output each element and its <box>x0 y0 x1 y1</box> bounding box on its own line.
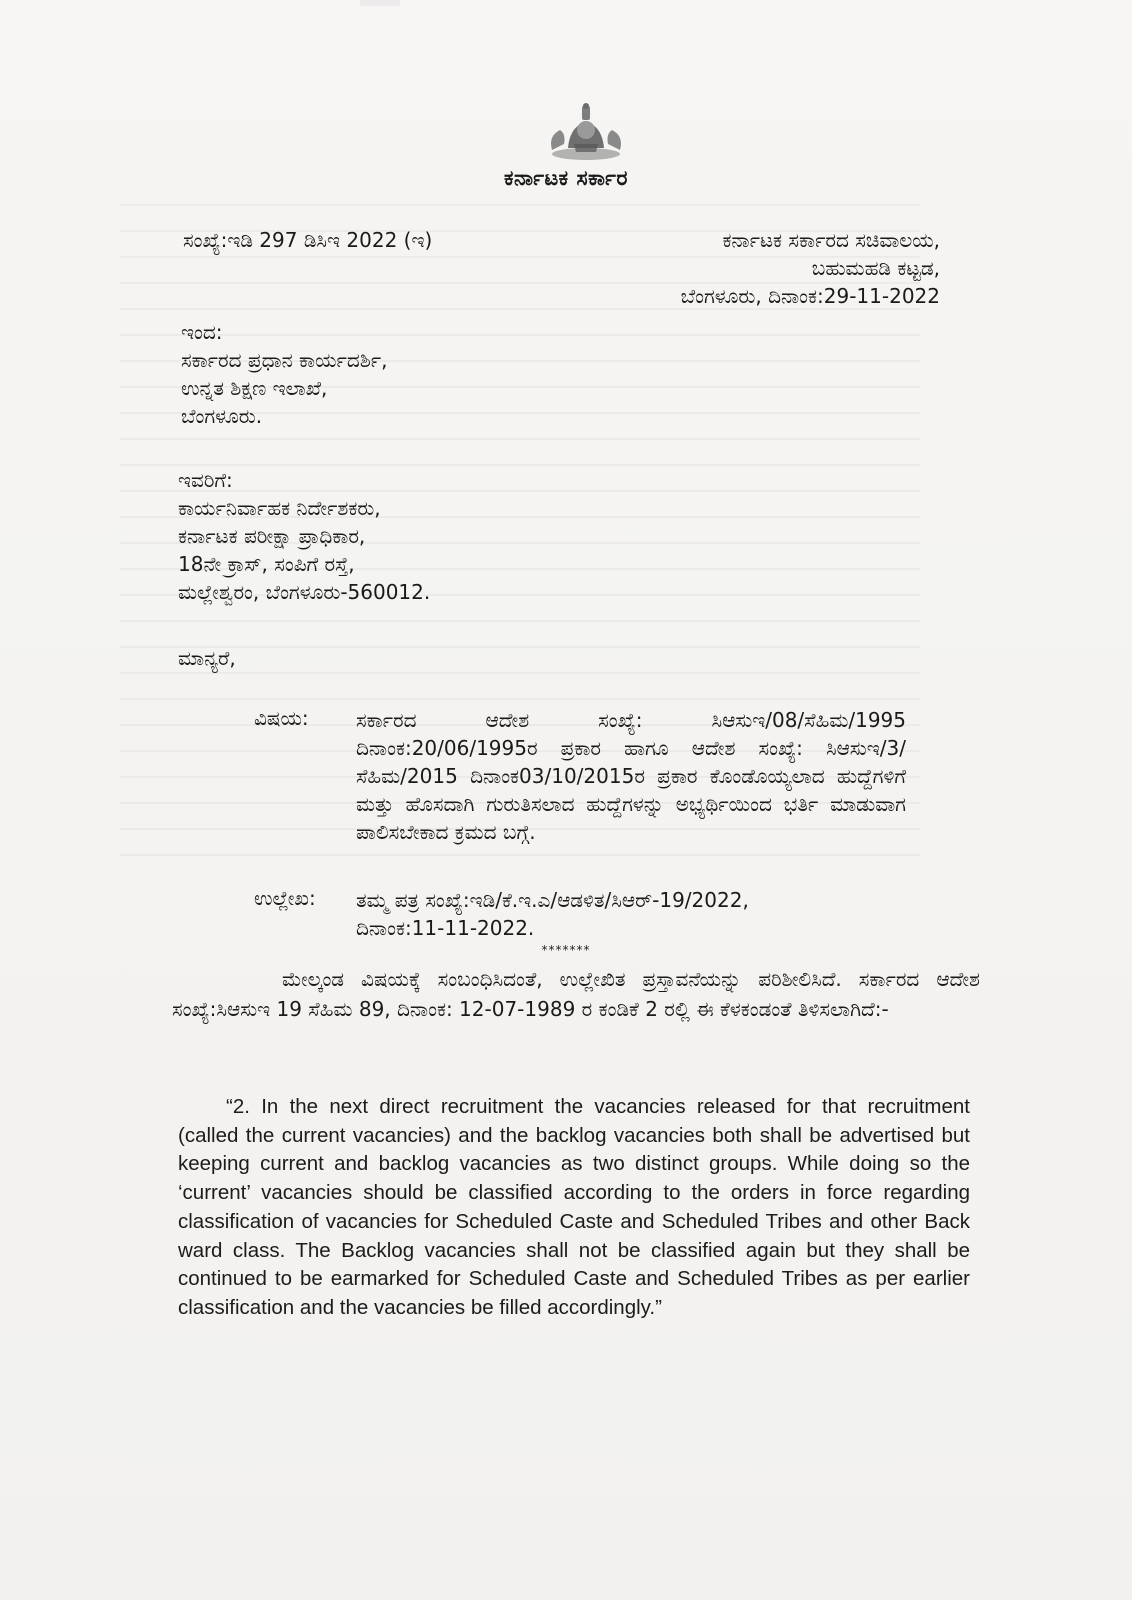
separator: ******* <box>541 943 591 957</box>
to-line: 18ನೇ ಕ್ರಾಸ್, ಸಂಪಿಗೆ ರಸ್ತೆ, <box>178 552 355 576</box>
to-label: ಇವರಿಗೆ: <box>178 468 233 492</box>
from-block <box>181 318 388 430</box>
from-line: ಉನ್ನತ ಶಿಕ್ಷಣ ಇಲಾಖೆ, <box>181 376 328 400</box>
reference-line: ದಿನಾಂಕ:11-11-2022. <box>356 916 535 940</box>
quoted-clause <box>178 1093 970 1323</box>
body-paragraph <box>172 964 980 1024</box>
from-label: ಇಂದ: <box>181 320 223 344</box>
government-title: ಕರ್ನಾಟಕ ಸರ್ಕಾರ <box>504 166 628 190</box>
subject-text: ಸರ್ಕಾರದ ಆದೇಶ ಸಂಖ್ಯೆ: ಸಿಆಸುಇ/08/ಸೆಹಿಮ/1995 ದಿನಾಂಕ:20/06/1995ರ ಪ್ರಕಾರ ಹಾಗೂ ಆದೇಶ ಸಂಖ್ಯೆ: ಸಿಆಸುಇ/3/ಸೆಹಿಮ/2015 ದಿನಾಂಕ03/10/2015ರ ಪ್ರಕಾರ ಕೊಂಡೊಯ್ಯಲಾದ ಹುದ್ದೆಗಳಿಗೆ ಮತ್ತು ಹೊಸದಾಗಿ ಗುರುತಿಸಲಾದ ಹುದ್ದೆಗಳನ್ನು ಅಭ್ಯರ್ಥಿಯಿಂದ ಭರ್ತಿ ಮಾಡುವಾಗ ಪಾಲಿಸಬೇಕಾದ ಕ್ರಮದ ಬಗ್ಗೆ. <box>356 708 906 844</box>
karnataka-emblem-icon <box>538 100 634 164</box>
body-paragraph-text: ಮೇಲ್ಕಂಡ ವಿಷಯಕ್ಕೆ ಸಂಬಂಧಿಸಿದಂತೆ, ಉಲ್ಲೇಖಿತ ಪ್ರಸ್ತಾವನೆಯನ್ನು ಪರಿಶೀಲಿಸಿದೆ. ಸರ್ಕಾರದ ಆದೇಶ ಸಂಖ್ಯೆ:ಸಿಆಸುಇ 19 ಸೆಹಿಮ 89, ದಿನಾಂಕ: 12-07-1989 ರ ಕಂಡಿಕೆ 2 ರಲ್ಲಿ ಈ ಕೆಳಕಂಡಂತೆ ತಿಳಿಸಲಾಗಿದೆ:- <box>172 967 980 1021</box>
from-line: ಸರ್ಕಾರದ ಪ್ರಧಾನ ಕಾರ್ಯದರ್ಶಿ, <box>181 348 388 372</box>
office-address <box>681 226 940 310</box>
office-date: ಬೆಂಗಳೂರು, ದಿನಾಂಕ:29-11-2022 <box>680 284 940 308</box>
reference-label: ಉಲ್ಲೇಖ: <box>254 886 316 910</box>
to-line: ಮಲ್ಲೇಶ್ವರಂ, ಬೆಂಗಳೂರು-560012. <box>178 580 431 604</box>
reference-line: ತಮ್ಮ ಪತ್ರ ಸಂಖ್ಯೆ:ಇಡಿ/ಕೆ.ಇ.ಎ/ಆಡಳಿತ/ಸಿಆರ್-19/2022, <box>356 888 749 912</box>
scan-mark <box>360 0 400 6</box>
reference-number: ಸಂಖ್ಯೆ:ಇಡಿ 297 ಡಿಸಿಇ 2022 (ಇ) <box>183 228 433 252</box>
subject-label: ವಿಷಯ: <box>254 706 309 730</box>
office-line: ಕರ್ನಾಟಕ ಸರ್ಕಾರದ ಸಚಿವಾಲಯ, <box>722 228 940 252</box>
office-line: ಬಹುಮಹಡಿ ಕಟ್ಟಡ, <box>811 256 940 280</box>
to-block <box>178 466 430 606</box>
to-line: ಕರ್ನಾಟಕ ಪರೀಕ್ಷಾ ಪ್ರಾಧಿಕಾರ, <box>178 524 366 548</box>
reference-text <box>356 886 916 942</box>
from-line: ಬೆಂಗಳೂರು. <box>181 404 263 428</box>
quoted-clause-text: “2. In the next direct recruitment the vacancies released for that recruitment (called the current vacancies) and the backlog vacancies both shall be advertised but keeping current and backlog vacancies as two distinct groups. While doing so the ‘current’ vacancies should be classified according to the orders in force regarding classification of vacancies for Scheduled Caste and Scheduled Tribes and other Back ward class. The Backlog vacancies shall not be classified again but they shall be continued to be earmarked for Scheduled Caste and Scheduled Tribes as per earlier classification and the vacancies be filled accordingly.” <box>178 1095 970 1319</box>
salutation: ಮಾನ್ಯರೆ, <box>178 646 236 670</box>
to-line: ಕಾರ್ಯನಿರ್ವಾಹಕ ನಿರ್ದೇಶಕರು, <box>178 496 381 520</box>
